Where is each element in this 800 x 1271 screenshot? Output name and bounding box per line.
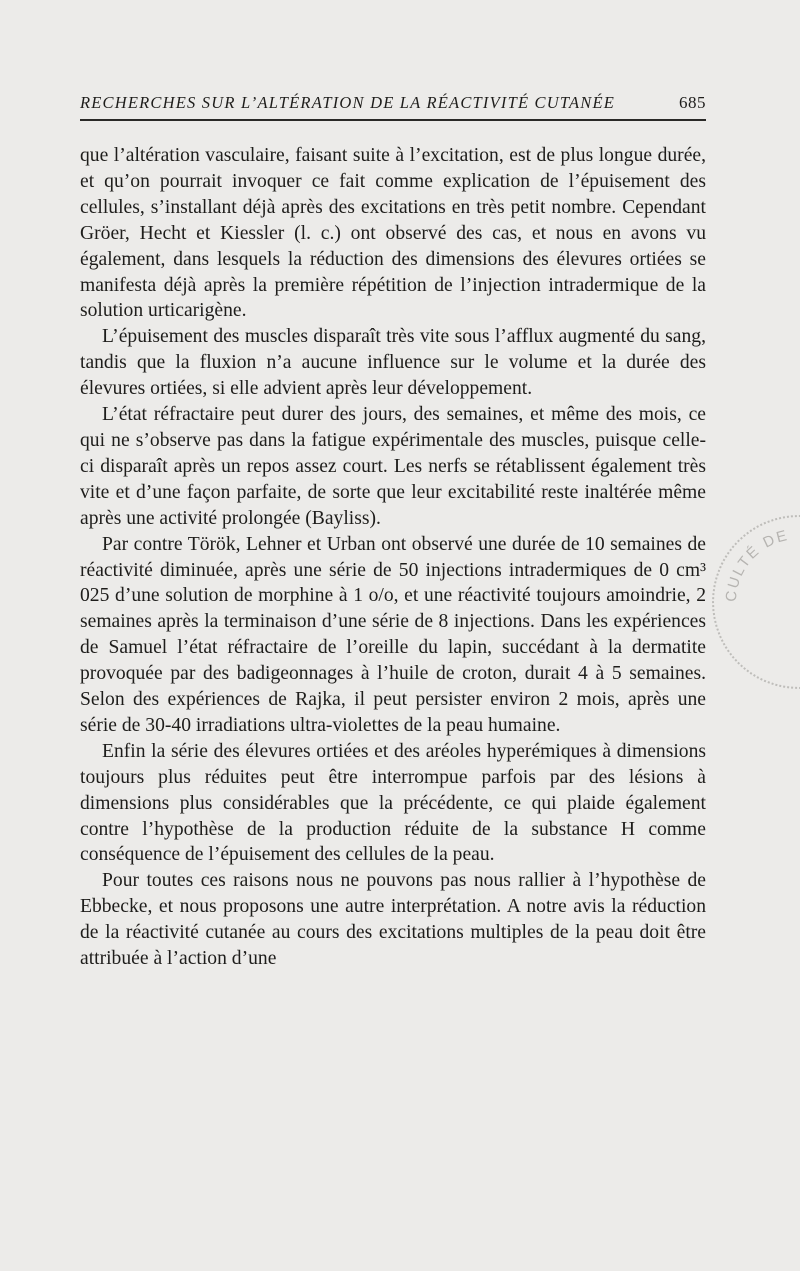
page-number: 685: [679, 93, 706, 112]
paragraph-2: L’épuisement des muscles disparaît très vite sous l’afflux augmenté du sang, tandis que la fluxion n’a aucune influence sur le volume et la durée des élevures ortiées, si elle advient après leur développement.: [80, 326, 706, 400]
svg-text:CULTÉ DE: [723, 527, 791, 603]
body-text: [80, 143, 706, 972]
library-stamp: [712, 515, 800, 689]
paragraph-6: Pour toutes ces raisons nous ne pouvons pas nous rallier à l’hypothèse de Ebbecke, et nous proposons une autre interprétation. A notre avis la réduction de la réactivité cutanée au cours des excitations multiples de la peau doit être attribuée à l’action d’une: [80, 870, 706, 970]
running-title: RECHERCHES SUR L’ALTÉRATION DE LA RÉACTIVITÉ CUTANÉE: [80, 93, 616, 112]
paragraph-3: L’état réfractaire peut durer des jours, des semaines, et même des mois, ce qui ne s’observe pas dans la fatigue expérimentale des muscles, puisque celle-ci disparaît après un repos assez court. Les nerfs se rétablissent également très vite et d’une façon parfaite, de sorte que leur excitabilité reste inaltérée même après une activité prolongée (Bayliss).: [80, 404, 706, 529]
paragraph-1: que l’altération vasculaire, faisant suite à l’excitation, est de plus longue durée, et qu’on pourrait invoquer ce fait comme explication de l’épuisement des cellules, s’installant déjà après des excitations en très petit nombre. Cependant Gröer, Hecht et Kiessler (l. c.) ont observé des cas, et nous en avons vu également, dans lesquels la réduction des dimensions des élevures ortiées se manifesta déjà après la première répétition de l’injection intradermique de la solution urticarigène.: [80, 145, 706, 322]
running-header: [80, 93, 706, 121]
stamp-text-arc: [714, 517, 800, 687]
stamp-text: CULTÉ DE: [722, 526, 791, 603]
paragraph-4: Par contre Török, Lehner et Urban ont observé une durée de 10 semaines de réactivité diminuée, après une série de 50 injections intradermiques de 0 cm³ 025 d’une solution de morphine à 1 o/o, et une réactivité toujours amoindrie, 2 semaines après la terminaison d’une série de 8 injections. Dans les expériences de Samuel l’état réfractaire de l’oreille du lapin, succédant à la dermatite provoquée par des badigeonnages à l’huile de croton, durait 4 à 5 semaines. Selon des expériences de Rajka, il peut persister environ 2 mois, après une série de 30-40 irradiations ultra-violettes de la peau humaine.: [80, 533, 706, 736]
paragraph-5: Enfin la série des élevures ortiées et des aréoles hyperémiques à dimensions toujours plus réduites peut être interrompue parfois par des lésions à dimensions plus considérables que la précédente, ce qui plaide également contre l’hypothèse de la production réduite de la substance H comme conséquence de l’épuisement des cellules de la peau.: [80, 740, 706, 866]
